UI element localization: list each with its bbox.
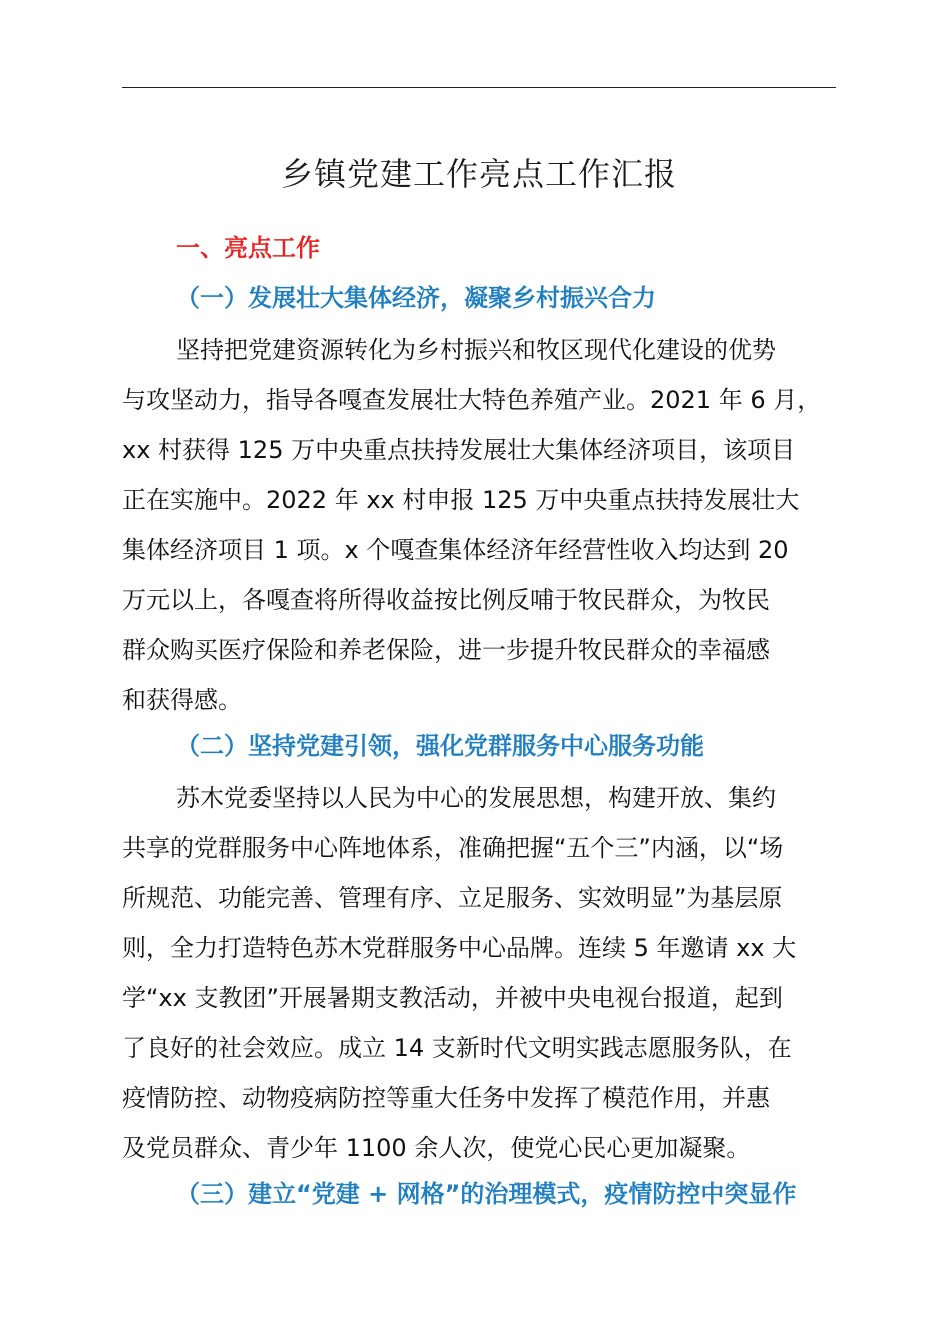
paragraph-line: 集体经济项目 1 项。x 个嘎查集体经济年经营性收入均达到 20 [122,536,789,564]
header-rule [122,87,836,88]
paragraph-collective-economy [122,325,862,725]
paragraph-line: 了良好的社会效应。成立 14 支新时代文明实践志愿服务队，在 [122,1034,792,1062]
paragraph-line: 共享的党群服务中心阵地体系，准确把握“五个三”内涵，以“场 [122,834,784,862]
subheading-grid-governance: （三）建立“党建 + 网格”的治理模式，疫情防控中突显作 [176,1180,797,1208]
paragraph-service-center [122,773,862,1173]
paragraph-line: 万元以上，各嘎查将所得收益按比例反哺于牧民群众，为牧民 [122,586,770,614]
subheading-service-center: （二）坚持党建引领，强化党群服务中心服务功能 [176,732,704,760]
paragraph-line: 群众购买医疗保险和养老保险，进一步提升牧民群众的幸福感 [122,636,770,664]
subheading-collective-economy: （一）发展壮大集体经济，凝聚乡村振兴合力 [176,284,656,312]
paragraph-line: 所规范、功能完善、管理有序、立足服务、实效明显”为基层原 [122,884,783,912]
paragraph-line: 及党员群众、青少年 1100 余人次，使党心民心更加凝聚。 [122,1134,751,1162]
paragraph-line: 与攻坚动力，指导各嘎查发展壮大特色养殖产业。2021 年 6 月， [122,386,822,414]
paragraph-line: 则，全力打造特色苏木党群服务中心品牌。连续 5 年邀请 xx 大 [122,934,797,962]
paragraph-line: 学“xx 支教团”开展暑期支教活动，并被中央电视台报道，起到 [122,984,783,1012]
paragraph-line: 坚持把党建资源转化为乡村振兴和牧区现代化建设的优势 [176,336,776,364]
page-title: 乡镇党建工作亮点工作汇报 [280,155,677,193]
section-heading-highlights: 一、亮点工作 [176,234,320,262]
paragraph-line: 和获得感。 [122,686,242,714]
paragraph-line: xx 村获得 125 万中央重点扶持发展壮大集体经济项目，该项目 [122,436,796,464]
paragraph-line: 疫情防控、动物疫病防控等重大任务中发挥了模范作用，并惠 [122,1084,770,1112]
paragraph-line: 苏木党委坚持以人民为中心的发展思想，构建开放、集约 [176,784,776,812]
paragraph-line: 正在实施中。2022 年 xx 村申报 125 万中央重点扶持发展壮大 [122,486,800,514]
